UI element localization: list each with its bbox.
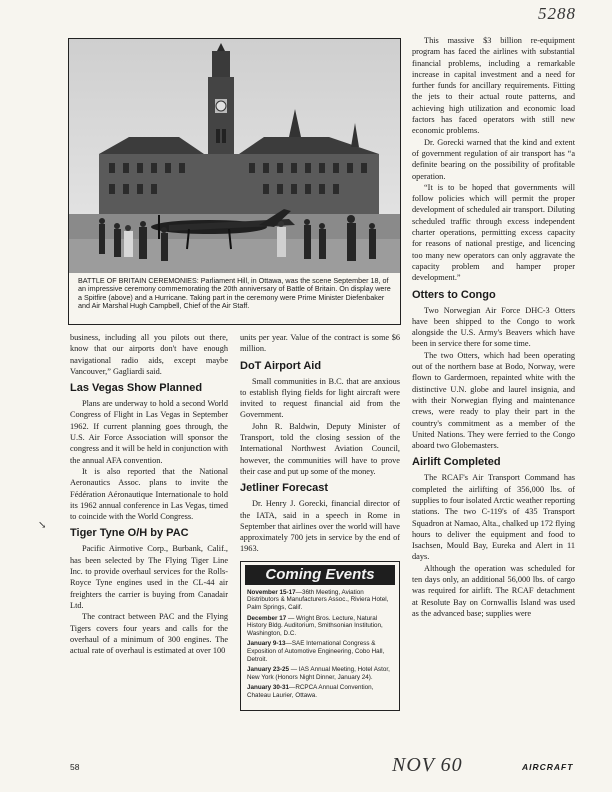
event-item <box>247 684 393 699</box>
date-stamp: NOV 60 <box>392 754 463 776</box>
paragraph: Plans are underway to hold a second World Congress of Flight in Las Vegas in September 1962. If current planning goes through, the U.S. Air Force Association will sponsor the congress and it will be held in conjunction with the annual AFA convention. <box>70 399 228 465</box>
event-dates: January 30-31 <box>247 684 290 692</box>
event-item <box>247 615 393 638</box>
event-text: —RCPCA Annual Convention, Chateau Laurier, Ottawa. <box>247 684 374 699</box>
coming-events-title: Coming Events <box>245 565 395 585</box>
photo-caption: BATTLE OF BRITAIN CEREMONIES: Parliament Hill, in Ottawa, was the scene September 18, of an impressive ceremony commemorating the 20th anniversary of Battle of Britain. On display were a Spitfire (above) and a Hurricane. Taking part in the ceremony were Prime Minister Diefenbaker and Air Marshal Hugh Campbell, Chief of the Air Staff. <box>68 273 401 325</box>
paragraph: units per year. Value of the contract is some $6 million. <box>240 333 400 354</box>
photo-icon <box>69 39 400 274</box>
heading-dot-airport-aid: DoT Airport Aid <box>240 359 322 372</box>
column-2 <box>240 332 400 711</box>
paragraph: Pacific Airmotive Corp., Burbank, Calif., has been selected by The Flying Tiger Line Inc. to provide overhaul services for the Rolls-Royce Tyne engines used in the CL-44 air freighters the carrier is buying from Canadair Ltd. <box>70 544 228 610</box>
paragraph: Two Norwegian Air Force DHC-3 Otters have been shipped to the Congo to work alongside the U.S. Army's Beavers which have been in service there for some time. <box>412 305 575 349</box>
heading-airlift-completed: Airlift Completed <box>412 456 501 469</box>
margin-arrow-mark: ↘ <box>38 520 47 531</box>
paragraph: Dr. Henry J. Gorecki, financial director of the IATA, said in a speech in Rome in September that airlines over the world will have approximately 700 jets in service by the end of 1963. <box>240 499 400 554</box>
heading-jetliner-forecast: Jetliner Forecast <box>240 482 329 495</box>
paragraph: Small communities in B.C. that are anxious to establish flying fields for light aircraft were invited to request financial aid from the Government. <box>240 376 400 420</box>
heading-las-vegas: Las Vegas Show Planned <box>70 382 203 395</box>
event-item <box>247 666 393 681</box>
column-1 <box>70 332 228 656</box>
event-text: —36th Meeting, Aviation Distributors & Manufacturers Assoc., Riviera Hotel, Palm Springs, Calif. <box>247 588 389 611</box>
heading-otters-to-congo: Otters to Congo <box>412 288 496 301</box>
paragraph: The two Otters, which had been operating out of the northern base at Bodo, Norway, were flown to Gardermoen, repainted white with the distinctive U.N. globe and laurel insignia, and with their Norwegian flying and maintenance crews, were ready to play their part in the country's commitment as a member of the United Nations. They were ferried to the Congo aboard two Globemasters. <box>412 350 575 451</box>
paragraph: Dr. Gorecki warned that the kind and extent of government regulation of air transport has “a definite bearing on the possibility of profitable operation. <box>412 137 575 181</box>
column-3 <box>412 35 575 619</box>
paragraph: John R. Baldwin, Deputy Minister of Transport, told the closing session of the International Northwest Aviation Council, however, the communities will have to prove their case and put up some of the money. <box>240 421 400 476</box>
event-item <box>247 640 393 663</box>
paragraph: The contract between PAC and the Flying Tigers covers four years and calls for the overhaul of a minimum of 300 engines. The actual rate of overhaul is estimated at over 100 <box>70 612 228 656</box>
coming-events-box <box>240 561 400 711</box>
paragraph: It is also reported that the National Aeronautics Assoc. plans to invite the Fédération Aéronautique Internationale to hold its 1962 annual conference in Las Vegas, timed to coincide with the World Congress. <box>70 466 228 522</box>
paragraph: “It is to be hoped that governments will follow policies which will permit the proper development of scheduled air transport. Diluting scheduled traffic through excess independent charter operations, permitting excess capacity for reasons of national prestige, and licencing too many new operators can only aggravate the capacity problem and hamper proper development.” <box>412 182 575 283</box>
page-number: 58 <box>70 762 80 772</box>
event-dates: January 23-25 <box>247 666 290 674</box>
heading-tiger-tyne: Tiger Tyne O/H by PAC <box>70 527 189 540</box>
paragraph: This massive $3 billion re-equipment program has faced the airlines with substantial financial problems, including a remarkable increase in capital investment and a need for further funds for ancillary requirements. Fitting the jets to their actual route patterns, and achieving high utilization and economic load factors has faced operators with still new economic problems. <box>412 36 575 136</box>
paragraph: The RCAF's Air Transport Command has completed the airlifting of 356,000 lbs. of supplies to four isolated Arctic weather reporting stations. The two C-119's of 435 Transport Squadron at Namao, Alta., chalked up 172 flying hours to deliver the equipment and food to Isachsen, Mould Bay, Eureka and Alert in 11 days. <box>412 473 575 562</box>
event-text: —SAE International Congress & Exposition of Automotive Engineering, Cobo Hall, Detroit. <box>247 640 385 663</box>
paragraph: Although the operation was scheduled for ten days only, an additional 56,000 lbs. of cargo was required for airlift. The RCAF detachment at Resolute Bay on Cornwallis Island was used as the advanced base; supplies were <box>412 563 575 618</box>
event-dates: November 15-17 <box>247 588 296 596</box>
event-dates: January 9-13 <box>247 640 286 648</box>
event-dates: December 17 <box>247 614 287 622</box>
event-item <box>247 589 393 612</box>
event-text: — IAS Annual Meeting, Hotel Astor, New York (Honors Night Dinner, January 24). <box>247 666 390 681</box>
parliament-photo <box>68 38 401 275</box>
magazine-name: AIRCRAFT <box>522 762 574 772</box>
reference-number: 5288 <box>538 4 576 23</box>
paragraph: business, including all you pilots out there, know that our airports don't have enough navigational radio aids, except maybe Vancouver,” Gagliardi said. <box>70 333 228 376</box>
event-text: — Wright Bros. Lecture, Natural History Bldg. Auditorium, Smithsonian Institution, Washington, D.C. <box>247 614 383 637</box>
